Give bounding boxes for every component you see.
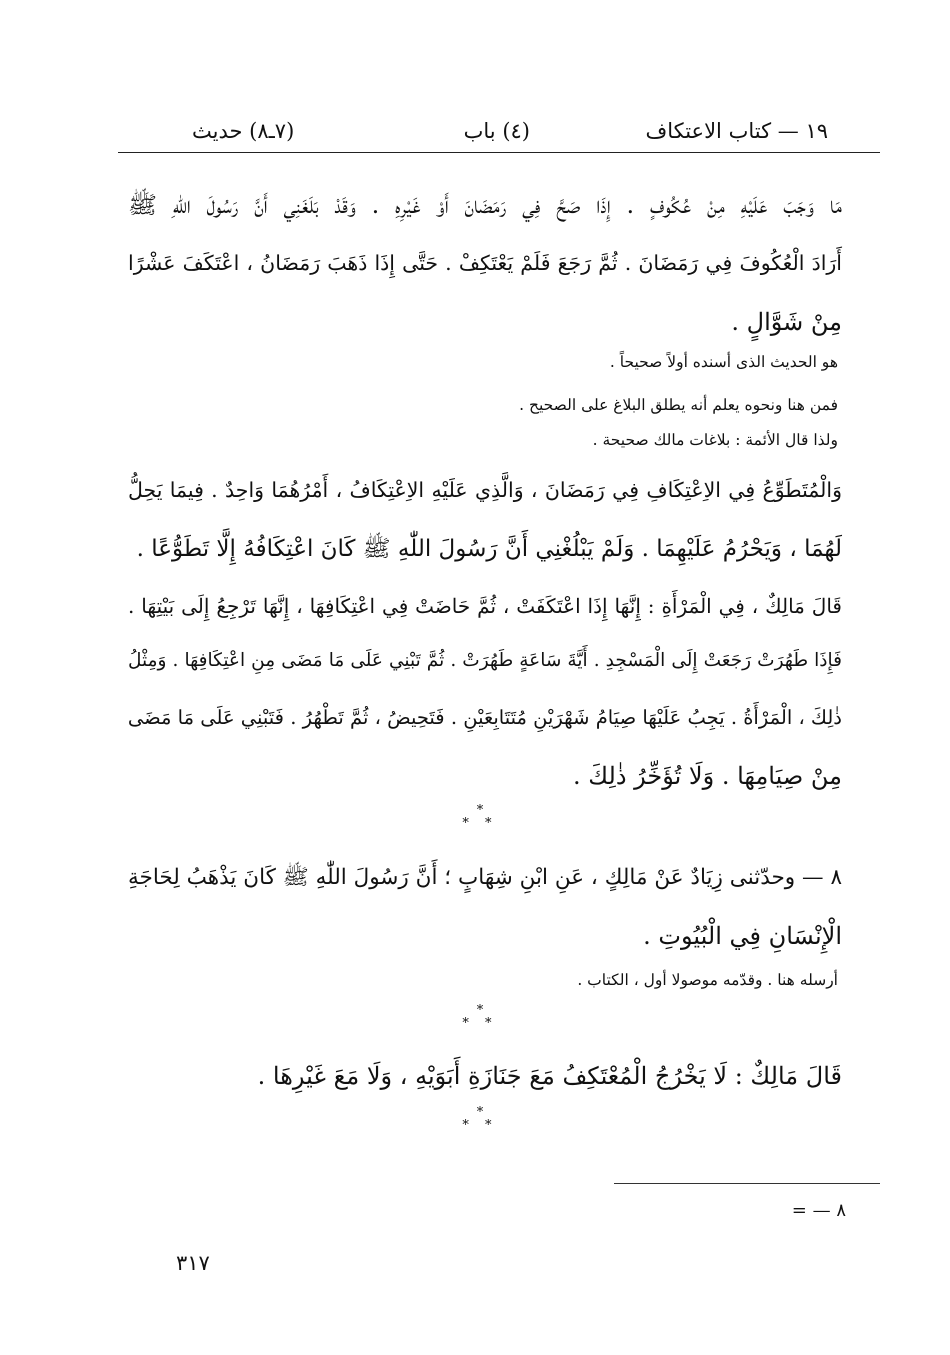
section-separator: [450, 1106, 510, 1150]
hadith-8-line: الْإِنْسَانِ فِي الْبُيُوتِ .: [643, 922, 842, 950]
section-title: (٤) باب: [463, 119, 530, 143]
footnote: ٨ — =: [791, 1200, 846, 1221]
page-number: ٣١٧: [176, 1251, 210, 1275]
hadith-8-line: ٨ — وحدّثنى زِيَادٌ عَنْ مَالِكٍ ، عَنِ ابْنِ شِهَابٍ ؛ أَنَّ رَسُولَ اللّٰهِ ﷺ كَانَ يَذْهَبُ لِحَاجَةِ: [128, 865, 842, 890]
chapter-title: ١٩ — كتاب الاعتكاف: [645, 119, 828, 143]
text-line: فَإِذَا طَهُرَتْ رَجَعَتْ إِلَى الْمَسْجِدِ . أَيَّةَ سَاعَةٍ طَهُرَتْ . ثُمَّ تَبْنِي عَلَى مَا مَضَى مِنِ اعْتِكَافِهَا . وَمِثْلُ: [128, 650, 842, 671]
text-line: لَهُمَا ، وَيَحْرُمُ عَلَيْهِمَا . وَلَمْ يَبْلُغْنِي أَنَّ رَسُولَ اللّٰهِ ﷺ كَانَ اعْتِكَافُهُ إِلَّا تَطَوُّعًا .: [136, 536, 842, 562]
separator-stars-bottom: * *: [462, 1118, 498, 1133]
text-line: مِنْ شَوَّالٍ .: [731, 308, 842, 336]
section-separator: [450, 804, 510, 848]
separator-star-top: *: [476, 1003, 484, 1018]
commentary-line: ولذا قال الأئمة : بلاغات مالك صحيحة .: [592, 431, 838, 449]
section-separator: [450, 1004, 510, 1048]
commentary-line: هو الحديث الذى أسنده أولاً صحيحاً .: [609, 353, 838, 371]
text-line: قَالَ مَالِكٌ : لَا يَخْرُجُ الْمُعْتَكِفُ مَعَ جَنَازَةِ أَبَوَيْهِ ، وَلَا مَعَ غَيْرِهَا .: [257, 1062, 842, 1090]
text-line: قَالَ مَالِكٌ ، فِي الْمَرْأَةِ : إِنَّهَا إِذَا اعْتَكَفَتْ ، ثُمَّ حَاضَتْ فِي اعْتِكَافِهَا ، إِنَّهَا تَرْجِعُ إِلَى بَيْتِهَا .: [128, 594, 842, 618]
hadith-reference: (٧ـ٨) حديث: [192, 119, 295, 143]
text-line: مَا وَجَبَ عَلَيْهِ مِنْ عُكُوفٍ . إِذَا صَحَّ فِي رَمَضَانَ أَوْ غَيْرِهِ . وَقَدْ بَلَغَنِي أَنَّ رَسُولَ اللّٰهِ ﷺ: [128, 191, 842, 219]
text-line: ذٰلِكَ ، الْمَرْأَةُ . يَجِبُ عَلَيْهَا صِيَامُ شَهْرَيْنِ مُتَتَابِعَيْنِ . فَتَحِيضُ ، ثُمَّ تَطْهُرُ . فَتَبْنِي عَلَى مَا مَضَى: [127, 706, 842, 729]
separator-stars-bottom: * *: [462, 1016, 498, 1031]
separator-stars-bottom: * *: [462, 816, 498, 831]
text-line: أَرَادَ الْعُكُوفَ فِي رَمَضَانَ . ثُمَّ رَجَعَ فَلَمْ يَعْتَكِفْ . حَتَّى إِذَا ذَهَبَ رَمَضَانُ ، اعْتَكَفَ عَشْرًا: [128, 251, 842, 275]
commentary-line: أرسله هنا . وقدّمه موصولا أول ، الكتاب .: [577, 971, 838, 989]
text-line: مِنْ صِيَامِهَا . وَلَا تُؤَخِّرُ ذٰلِكَ .: [573, 762, 842, 790]
header-rule: [118, 152, 880, 153]
footnote-rule: [614, 1183, 880, 1184]
separator-star-top: *: [476, 803, 484, 818]
separator-star-top: *: [476, 1105, 484, 1120]
text-line: وَالْمُتَطَوِّعُ فِي الاِعْتِكَافِ فِي رَمَضَانَ ، وَالَّذِي عَلَيْهِ الاِعْتِكَافُ ، أَمْرُهُمَا وَاحِدٌ . فِيمَا يَحِلُّ: [128, 478, 842, 502]
running-header: [118, 116, 880, 146]
commentary-line: فمن هنا ونحوه يعلم أنه يطلق البلاغ على الصحيح .: [519, 396, 838, 414]
